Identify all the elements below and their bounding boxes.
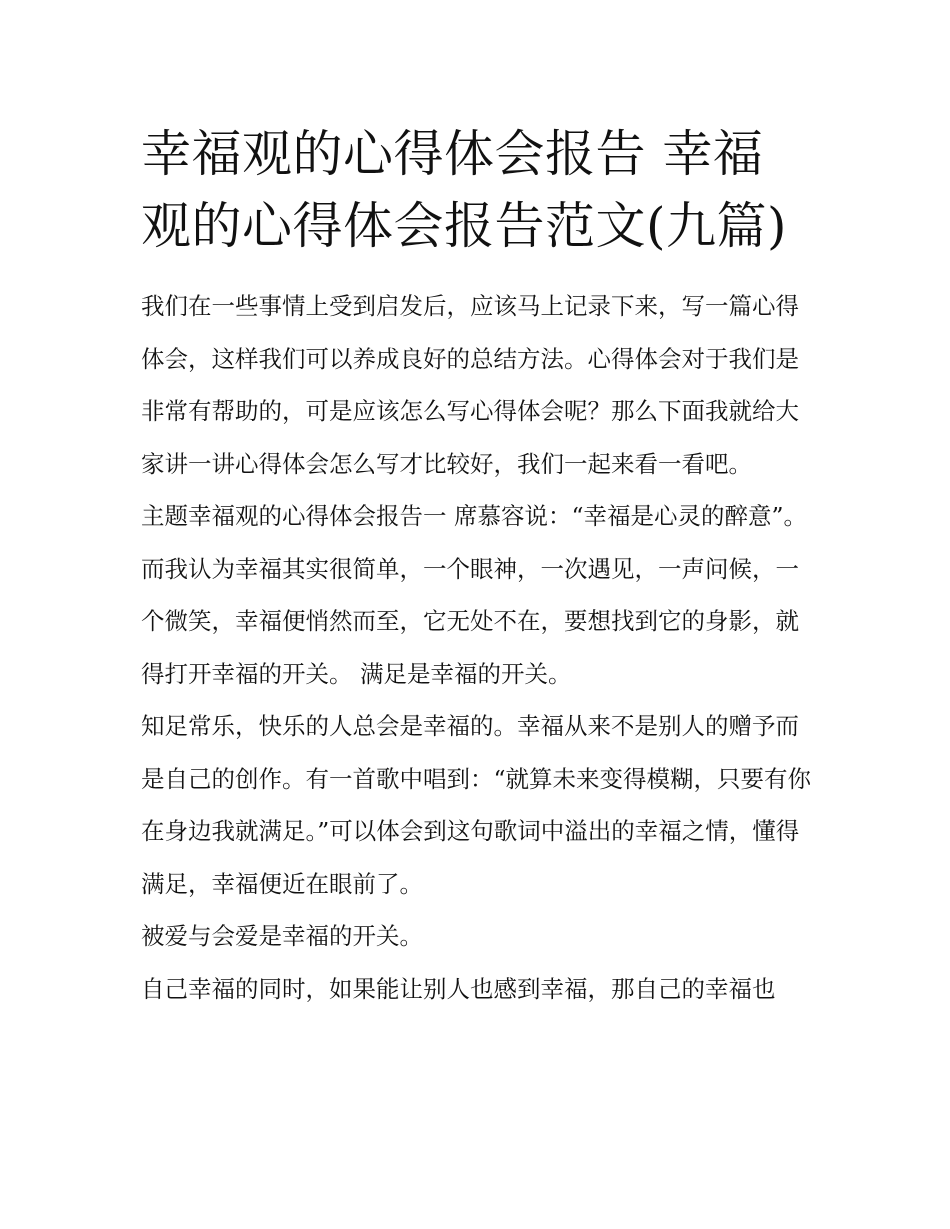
document-body bbox=[141, 118, 813, 1015]
paragraph-simple-happiness: 而我认为幸福其实很简单，一个眼神，一次遇见，一声问候，一个微笑，幸福便悄然而至，它无处不在，要想找到它的身影，就得打开幸福的开关。 满足是幸福的开关。 bbox=[141, 554, 799, 688]
paragraph-love: 被爱与会爱是幸福的开关。 bbox=[141, 922, 423, 950]
document-title: 幸福观的心得体会报告 幸福观的心得体会报告范文(九篇) bbox=[141, 125, 788, 255]
paragraph-topic-one: 主题幸福观的心得体会报告一 席慕容说：“幸福是心灵的醉意”。 bbox=[141, 502, 807, 530]
paragraph-sharing: 自己幸福的同时，如果能让别人也感到幸福，那自己的幸福也 bbox=[141, 974, 776, 1003]
paragraph-contentment: 知足常乐，快乐的人总会是幸福的。幸福从来不是别人的赠予而是自己的创作。有一首歌中唱到：“就算未来变得模糊，只要有你在身边我就满足。”可以体会到这句歌词中溢出的幸福之情，懂得满足，幸福便近在眼前了。 bbox=[141, 712, 812, 898]
paragraph-intro: 我们在一些事情上受到启发后，应该马上记录下来，写一篇心得体会，这样我们可以养成良好的总结方法。心得体会对于我们是非常有帮助的，可是应该怎么写心得体会呢？那么下面我就给大家讲一讲心得体会怎么写才比较好，我们一起来看一看吧。 bbox=[141, 292, 799, 478]
